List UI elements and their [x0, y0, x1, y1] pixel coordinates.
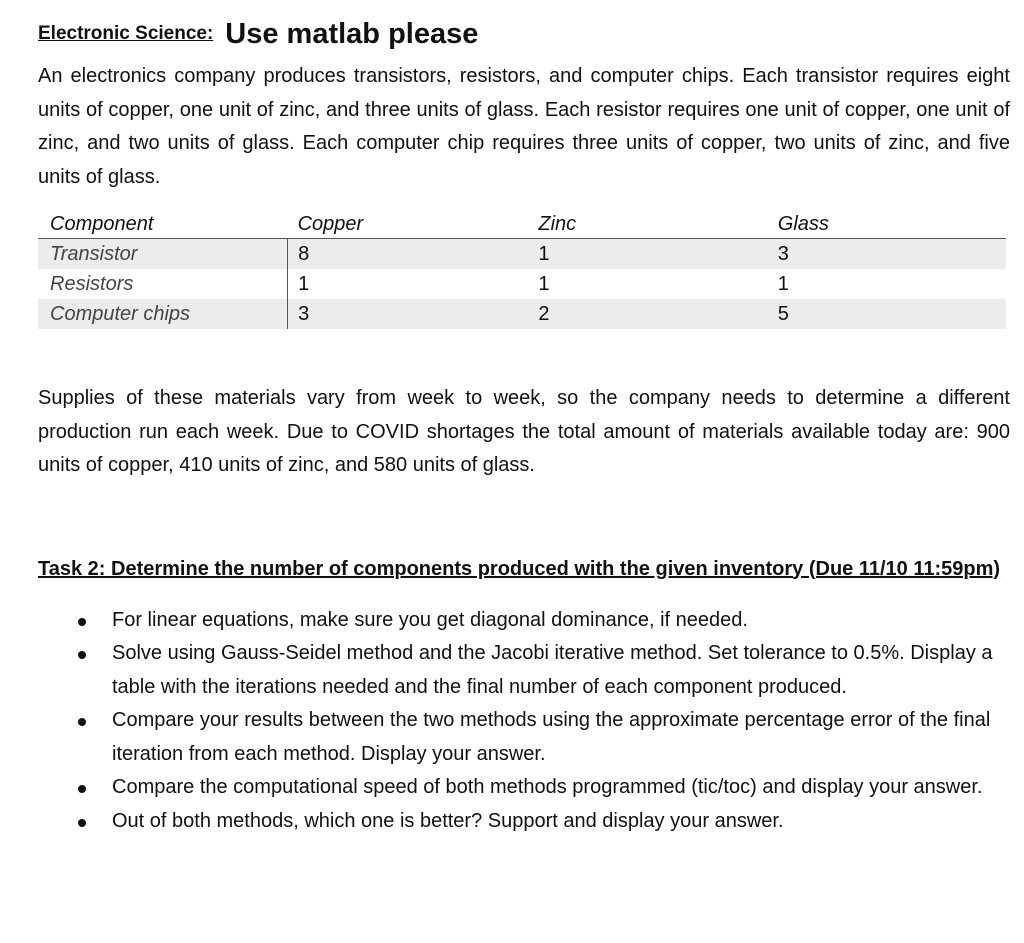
supplies-paragraph: Supplies of these materials vary from week to week, so the company needs to determine a different production run each week. Due to COVID shortages the total amount of materials available today are: 900 units of copper, 410 units of zinc, and 580 units of glass.: [38, 387, 1010, 476]
list-item-text: Compare your results between the two methods using the approximate percentage error of the final iteration from each method. Display your answer.: [112, 709, 991, 765]
headline: Use matlab please: [225, 18, 479, 50]
column-header-zinc: Zinc: [538, 210, 777, 239]
cell-component: Resistors: [50, 272, 134, 295]
column-header-glass: Glass: [778, 210, 1006, 239]
cell-glass: 5: [778, 299, 1006, 329]
cell-glass: 3: [778, 239, 1006, 270]
bullet-icon: [78, 785, 86, 793]
bullet-icon: [78, 718, 86, 726]
cell-glass: 1: [777, 272, 789, 295]
components-table: [38, 210, 1006, 329]
bullet-icon: [78, 651, 86, 659]
cell-copper: 8: [288, 239, 539, 270]
table-header-row: [38, 210, 1006, 239]
cell-zinc: 2: [538, 299, 777, 329]
list-item: [38, 604, 1010, 638]
cell-zinc: 1: [538, 272, 550, 295]
list-item: [38, 704, 1010, 771]
section-label: Electronic Science:: [38, 23, 214, 44]
cell-copper: 1: [288, 269, 539, 299]
list-item-text: Solve using Gauss-Seidel method and the Jacobi iterative method. Set tolerance to 0.5%. Display a table with the iterations needed and the final number of each component produced.: [112, 642, 993, 698]
list-item: [38, 637, 1010, 704]
table-row: [38, 269, 1006, 299]
bullet-icon: [78, 618, 86, 626]
cell-component: Transistor: [38, 239, 288, 270]
bullet-icon: [78, 819, 86, 827]
cell-zinc: 1: [538, 239, 777, 270]
list-item-text: Compare the computational speed of both methods programmed (tic/toc) and display your answer.: [112, 776, 983, 798]
table-row: [38, 299, 1006, 329]
list-item: [38, 805, 1010, 839]
task-list: [38, 604, 1010, 839]
column-header-component: Component: [38, 210, 288, 239]
task-title: Task 2: Determine the number of components produced with the given inventory (Due 11/10 11:59pm): [38, 557, 1001, 580]
table-row: [38, 239, 1006, 270]
header-row: [38, 18, 1010, 51]
cell-component: Computer chips: [38, 299, 288, 329]
intro-paragraph: An electronics company produces transistors, resistors, and computer chips. Each transistor requires eight units of copper, one unit of zinc, and three units of glass. Each resistor requires one unit of copper, one unit of zinc, and two units of glass. Each computer chip requires three units of copper, two units of zinc, and five units of glass.: [38, 65, 1010, 188]
document-page: [38, 14, 1010, 838]
list-item-text: For linear equations, make sure you get diagonal dominance, if needed.: [112, 608, 748, 631]
list-item-text: Out of both methods, which one is better? Support and display your answer.: [112, 809, 784, 832]
cell-copper: 3: [288, 299, 539, 329]
list-item: [38, 771, 1010, 805]
column-header-copper: Copper: [288, 210, 539, 239]
